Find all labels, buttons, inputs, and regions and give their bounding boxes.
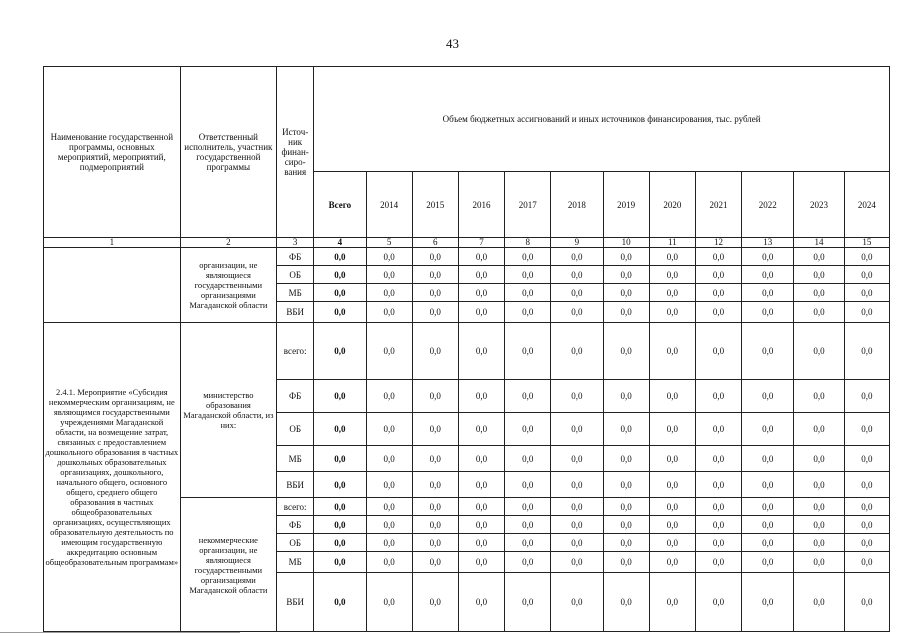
value-cell: 0,0 <box>695 498 741 516</box>
value-cell: 0,0 <box>844 472 889 498</box>
value-cell: 0,0 <box>794 284 844 302</box>
bottom-rule <box>0 632 240 633</box>
value-cell: 0,0 <box>458 413 504 446</box>
value-cell: 0,0 <box>649 446 695 472</box>
value-cell: 0,0 <box>844 284 889 302</box>
total-cell: 0,0 <box>314 472 366 498</box>
value-cell: 0,0 <box>844 380 889 413</box>
total-cell: 0,0 <box>314 248 366 266</box>
column-index-row <box>44 238 890 248</box>
source-cell: ФБ <box>277 516 314 534</box>
total-cell: 0,0 <box>314 573 366 632</box>
total-cell: 0,0 <box>314 302 366 323</box>
value-cell: 0,0 <box>603 552 649 573</box>
column-index-cell: 9 <box>551 238 603 248</box>
value-cell: 0,0 <box>794 534 844 552</box>
value-cell: 0,0 <box>603 446 649 472</box>
total-cell: 0,0 <box>314 516 366 534</box>
value-cell: 0,0 <box>695 266 741 284</box>
column-index-cell: 5 <box>366 238 412 248</box>
value-cell: 0,0 <box>603 284 649 302</box>
value-cell: 0,0 <box>794 266 844 284</box>
value-cell: 0,0 <box>551 248 603 266</box>
value-cell: 0,0 <box>695 380 741 413</box>
value-cell: 0,0 <box>649 323 695 380</box>
value-cell: 0,0 <box>505 380 551 413</box>
value-cell: 0,0 <box>458 573 504 632</box>
value-cell: 0,0 <box>366 302 412 323</box>
value-cell: 0,0 <box>649 302 695 323</box>
column-index-cell: 1 <box>44 238 181 248</box>
value-cell: 0,0 <box>649 284 695 302</box>
value-cell: 0,0 <box>505 516 551 534</box>
value-cell: 0,0 <box>742 323 794 380</box>
value-cell: 0,0 <box>505 266 551 284</box>
value-cell: 0,0 <box>366 472 412 498</box>
value-cell: 0,0 <box>794 516 844 534</box>
value-cell: 0,0 <box>412 573 458 632</box>
value-cell: 0,0 <box>366 248 412 266</box>
value-cell: 0,0 <box>458 323 504 380</box>
value-cell: 0,0 <box>458 248 504 266</box>
header-year: 2017 <box>505 172 551 238</box>
source-cell: ВБИ <box>277 472 314 498</box>
header-year: 2023 <box>794 172 844 238</box>
value-cell: 0,0 <box>603 323 649 380</box>
source-cell: ОБ <box>277 413 314 446</box>
value-cell: 0,0 <box>695 516 741 534</box>
value-cell: 0,0 <box>412 284 458 302</box>
value-cell: 0,0 <box>412 266 458 284</box>
source-cell: ВБИ <box>277 573 314 632</box>
value-cell: 0,0 <box>412 323 458 380</box>
table-row <box>44 248 890 266</box>
value-cell: 0,0 <box>366 284 412 302</box>
value-cell: 0,0 <box>366 573 412 632</box>
value-cell: 0,0 <box>794 413 844 446</box>
value-cell: 0,0 <box>458 472 504 498</box>
header-source: Источ-ник финан-сиро-вания <box>277 67 314 238</box>
value-cell: 0,0 <box>844 552 889 573</box>
column-index-cell: 10 <box>603 238 649 248</box>
value-cell: 0,0 <box>505 472 551 498</box>
value-cell: 0,0 <box>505 413 551 446</box>
value-cell: 0,0 <box>742 516 794 534</box>
source-cell: ОБ <box>277 534 314 552</box>
value-cell: 0,0 <box>695 413 741 446</box>
value-cell: 0,0 <box>742 284 794 302</box>
value-cell: 0,0 <box>695 446 741 472</box>
header-year: 2018 <box>551 172 603 238</box>
value-cell: 0,0 <box>742 413 794 446</box>
column-index-cell: 4 <box>314 238 366 248</box>
value-cell: 0,0 <box>458 284 504 302</box>
value-cell: 0,0 <box>844 446 889 472</box>
value-cell: 0,0 <box>412 534 458 552</box>
responsible-cell: министерство образования Магаданской области, из них: <box>180 323 276 498</box>
column-index-cell: 8 <box>505 238 551 248</box>
source-cell: ВБИ <box>277 302 314 323</box>
responsible-cell: организации, не являющиеся государственными организациями Магаданской области <box>180 248 276 323</box>
value-cell: 0,0 <box>551 498 603 516</box>
value-cell: 0,0 <box>458 302 504 323</box>
value-cell: 0,0 <box>551 573 603 632</box>
header-year: 2024 <box>844 172 889 238</box>
value-cell: 0,0 <box>603 248 649 266</box>
value-cell: 0,0 <box>649 534 695 552</box>
program-name-cell <box>44 248 181 323</box>
total-cell: 0,0 <box>314 498 366 516</box>
value-cell: 0,0 <box>742 266 794 284</box>
total-cell: 0,0 <box>314 266 366 284</box>
header-name: Наименование государственной программы, основных мероприятий, мероприятий, подмероприятий <box>44 67 181 238</box>
value-cell: 0,0 <box>412 380 458 413</box>
value-cell: 0,0 <box>649 516 695 534</box>
column-index-cell: 15 <box>844 238 889 248</box>
value-cell: 0,0 <box>458 266 504 284</box>
budget-table-container <box>43 66 890 632</box>
value-cell: 0,0 <box>366 498 412 516</box>
value-cell: 0,0 <box>649 380 695 413</box>
value-cell: 0,0 <box>551 516 603 534</box>
column-index-cell: 3 <box>277 238 314 248</box>
value-cell: 0,0 <box>551 302 603 323</box>
value-cell: 0,0 <box>603 266 649 284</box>
value-cell: 0,0 <box>794 446 844 472</box>
value-cell: 0,0 <box>505 302 551 323</box>
source-cell: ФБ <box>277 248 314 266</box>
source-cell: МБ <box>277 552 314 573</box>
value-cell: 0,0 <box>695 552 741 573</box>
header-year: 2020 <box>649 172 695 238</box>
value-cell: 0,0 <box>794 472 844 498</box>
value-cell: 0,0 <box>412 552 458 573</box>
column-index-cell: 2 <box>180 238 276 248</box>
header-year: 2014 <box>366 172 412 238</box>
value-cell: 0,0 <box>505 323 551 380</box>
value-cell: 0,0 <box>742 446 794 472</box>
value-cell: 0,0 <box>458 446 504 472</box>
value-cell: 0,0 <box>742 472 794 498</box>
value-cell: 0,0 <box>603 498 649 516</box>
value-cell: 0,0 <box>366 552 412 573</box>
header-total: Всего <box>314 172 366 238</box>
value-cell: 0,0 <box>844 573 889 632</box>
value-cell: 0,0 <box>551 472 603 498</box>
value-cell: 0,0 <box>412 248 458 266</box>
value-cell: 0,0 <box>551 534 603 552</box>
value-cell: 0,0 <box>551 380 603 413</box>
value-cell: 0,0 <box>794 248 844 266</box>
value-cell: 0,0 <box>412 446 458 472</box>
value-cell: 0,0 <box>551 413 603 446</box>
value-cell: 0,0 <box>695 573 741 632</box>
value-cell: 0,0 <box>695 284 741 302</box>
column-index-cell: 6 <box>412 238 458 248</box>
value-cell: 0,0 <box>366 413 412 446</box>
value-cell: 0,0 <box>551 323 603 380</box>
value-cell: 0,0 <box>505 284 551 302</box>
value-cell: 0,0 <box>366 534 412 552</box>
budget-table <box>43 66 890 632</box>
value-cell: 0,0 <box>794 380 844 413</box>
value-cell: 0,0 <box>844 248 889 266</box>
value-cell: 0,0 <box>794 302 844 323</box>
value-cell: 0,0 <box>505 248 551 266</box>
value-cell: 0,0 <box>649 266 695 284</box>
value-cell: 0,0 <box>649 472 695 498</box>
value-cell: 0,0 <box>844 302 889 323</box>
value-cell: 0,0 <box>412 413 458 446</box>
table-body <box>44 248 890 632</box>
column-index-cell: 7 <box>458 238 504 248</box>
value-cell: 0,0 <box>458 552 504 573</box>
value-cell: 0,0 <box>458 516 504 534</box>
value-cell: 0,0 <box>603 573 649 632</box>
value-cell: 0,0 <box>551 266 603 284</box>
responsible-cell: некоммерческие организации, не являющиеся государственными организациями Магаданской области <box>180 498 276 632</box>
column-index-cell: 11 <box>649 238 695 248</box>
value-cell: 0,0 <box>603 380 649 413</box>
header-year: 2019 <box>603 172 649 238</box>
total-cell: 0,0 <box>314 323 366 380</box>
value-cell: 0,0 <box>649 498 695 516</box>
value-cell: 0,0 <box>366 323 412 380</box>
value-cell: 0,0 <box>649 413 695 446</box>
value-cell: 0,0 <box>603 413 649 446</box>
value-cell: 0,0 <box>603 472 649 498</box>
value-cell: 0,0 <box>742 534 794 552</box>
value-cell: 0,0 <box>412 516 458 534</box>
value-cell: 0,0 <box>551 284 603 302</box>
header-year: 2015 <box>412 172 458 238</box>
column-index-cell: 14 <box>794 238 844 248</box>
page-number: 43 <box>446 36 459 51</box>
value-cell: 0,0 <box>844 266 889 284</box>
value-cell: 0,0 <box>412 472 458 498</box>
source-cell: всего: <box>277 498 314 516</box>
total-cell: 0,0 <box>314 380 366 413</box>
value-cell: 0,0 <box>649 573 695 632</box>
total-cell: 0,0 <box>314 446 366 472</box>
value-cell: 0,0 <box>458 534 504 552</box>
header-year: 2016 <box>458 172 504 238</box>
source-cell: МБ <box>277 446 314 472</box>
total-cell: 0,0 <box>314 552 366 573</box>
source-cell: МБ <box>277 284 314 302</box>
value-cell: 0,0 <box>742 552 794 573</box>
header-year: 2021 <box>695 172 741 238</box>
header-year: 2022 <box>742 172 794 238</box>
value-cell: 0,0 <box>844 516 889 534</box>
value-cell: 0,0 <box>844 498 889 516</box>
value-cell: 0,0 <box>649 552 695 573</box>
value-cell: 0,0 <box>742 248 794 266</box>
value-cell: 0,0 <box>412 302 458 323</box>
value-cell: 0,0 <box>742 380 794 413</box>
value-cell: 0,0 <box>695 248 741 266</box>
value-cell: 0,0 <box>794 323 844 380</box>
total-cell: 0,0 <box>314 284 366 302</box>
value-cell: 0,0 <box>505 534 551 552</box>
value-cell: 0,0 <box>695 323 741 380</box>
value-cell: 0,0 <box>695 472 741 498</box>
value-cell: 0,0 <box>551 446 603 472</box>
value-cell: 0,0 <box>366 380 412 413</box>
value-cell: 0,0 <box>551 552 603 573</box>
value-cell: 0,0 <box>742 498 794 516</box>
value-cell: 0,0 <box>458 498 504 516</box>
value-cell: 0,0 <box>794 552 844 573</box>
value-cell: 0,0 <box>844 534 889 552</box>
value-cell: 0,0 <box>742 302 794 323</box>
value-cell: 0,0 <box>794 498 844 516</box>
value-cell: 0,0 <box>366 266 412 284</box>
table-row <box>44 323 890 380</box>
value-cell: 0,0 <box>603 534 649 552</box>
value-cell: 0,0 <box>458 380 504 413</box>
value-cell: 0,0 <box>742 573 794 632</box>
value-cell: 0,0 <box>603 302 649 323</box>
value-cell: 0,0 <box>695 302 741 323</box>
header-responsible: Ответственный исполнитель, участник государственной программы <box>180 67 276 238</box>
value-cell: 0,0 <box>649 248 695 266</box>
source-cell: ФБ <box>277 380 314 413</box>
total-cell: 0,0 <box>314 413 366 446</box>
activity-name-cell: 2.4.1. Мероприятие «Субсидия некоммерческим организациям, не являющимся государственными учреждениями Магаданской области, на возмещение затрат, связанных с предоставлением дошкольного образования в частных дошкольных образовательных организациях, дошкольного, начального общего, основного общего, среднего общего образования в частных общеобразовательных организациях, осуществляющих образовательную деятельность по имеющим государственную аккредитацию основным общеобразовательным программам» <box>44 323 181 632</box>
column-index-cell: 12 <box>695 238 741 248</box>
value-cell: 0,0 <box>505 552 551 573</box>
value-cell: 0,0 <box>366 516 412 534</box>
value-cell: 0,0 <box>505 446 551 472</box>
value-cell: 0,0 <box>505 573 551 632</box>
value-cell: 0,0 <box>412 498 458 516</box>
source-cell: всего: <box>277 323 314 380</box>
value-cell: 0,0 <box>695 534 741 552</box>
value-cell: 0,0 <box>505 498 551 516</box>
value-cell: 0,0 <box>844 413 889 446</box>
total-cell: 0,0 <box>314 534 366 552</box>
value-cell: 0,0 <box>603 516 649 534</box>
value-cell: 0,0 <box>366 446 412 472</box>
value-cell: 0,0 <box>844 323 889 380</box>
header-volume: Объем бюджетных ассигнований и иных источников финансирования, тыс. рублей <box>314 67 890 172</box>
value-cell: 0,0 <box>794 573 844 632</box>
source-cell: ОБ <box>277 266 314 284</box>
column-index-cell: 13 <box>742 238 794 248</box>
